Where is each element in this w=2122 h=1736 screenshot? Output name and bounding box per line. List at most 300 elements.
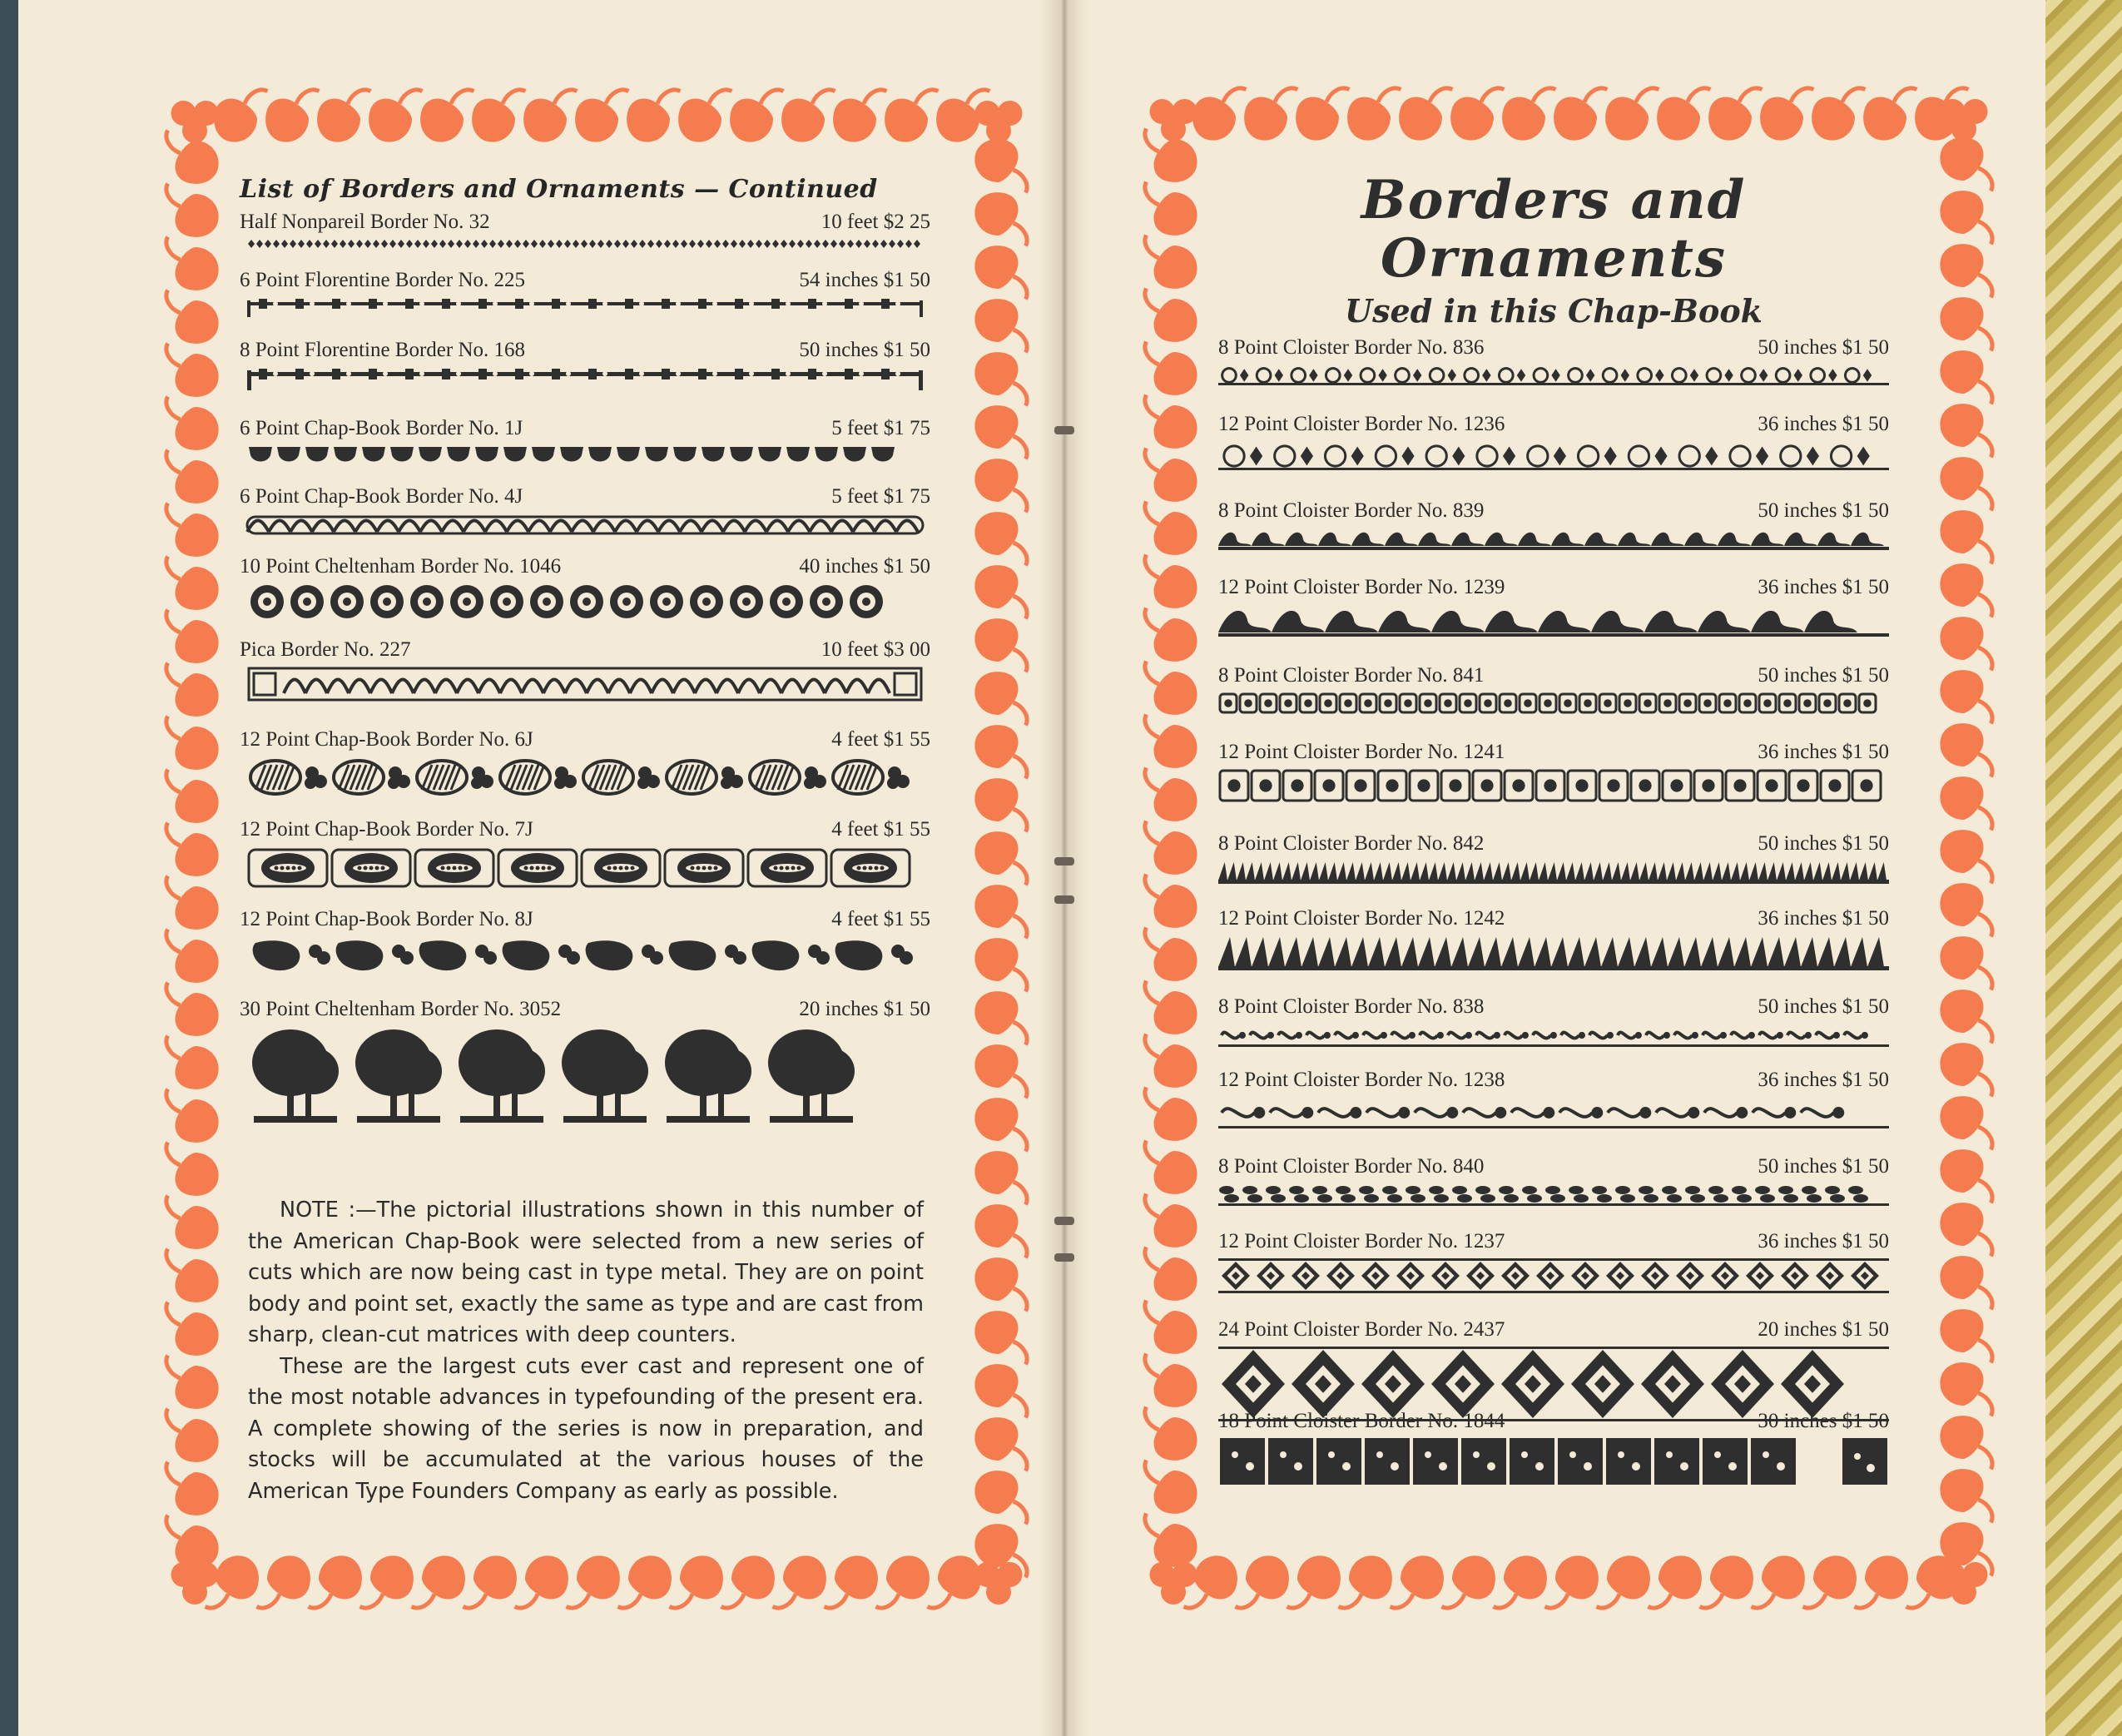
border-price: 10 feet $3 00 <box>821 638 930 661</box>
border-entry <box>240 998 930 1124</box>
border-name: 12 Point Cloister Border No. 1239 <box>1218 575 1505 598</box>
paisley-ornament <box>1863 88 1916 141</box>
paisley-ornament <box>974 991 1027 1044</box>
paisley-ornament <box>1708 88 1762 141</box>
binding-stitch <box>1054 857 1074 866</box>
border-price: 4 feet $1 55 <box>831 818 930 841</box>
paisley-ornament <box>974 672 1027 725</box>
border-entry-row <box>240 269 930 292</box>
paisley-ornament <box>166 1143 219 1196</box>
paisley-ornament <box>1940 883 1992 936</box>
paisley-ornament <box>1442 1555 1495 1608</box>
border-entry-row <box>1218 741 1889 764</box>
border-price: 50 inches $1 50 <box>1758 994 1889 1018</box>
border-entry-row <box>1218 832 1889 856</box>
paisley-ornament <box>1236 1555 1289 1608</box>
paisley-ornament <box>575 90 628 142</box>
paisley-ornament <box>974 192 1027 246</box>
paisley-ornament <box>1940 1309 1992 1362</box>
paisley-ornament <box>166 1036 219 1089</box>
paisley-ornament <box>974 512 1027 565</box>
border-price: 50 inches $1 50 <box>1758 498 1889 522</box>
right-page <box>1073 0 2045 1736</box>
border-price: 5 feet $1 75 <box>831 417 930 439</box>
border-name: 12 Point Cloister Border No. 1241 <box>1218 740 1505 763</box>
border-price: 50 inches $1 50 <box>1758 663 1889 687</box>
border-price: 50 inches $1 50 <box>1758 335 1889 359</box>
border-name: 12 Point Cloister Border No. 1237 <box>1218 1229 1505 1252</box>
paisley-ornament <box>974 938 1027 991</box>
paisley-ornament <box>1940 1362 1992 1416</box>
border-price: 20 inches $1 50 <box>1758 1317 1889 1341</box>
border-entry <box>1218 1155 1889 1207</box>
paisley-ornament <box>1145 1034 1197 1088</box>
paisley-ornament <box>1145 395 1197 449</box>
paisley-ornament <box>1940 830 1992 883</box>
paisley-ornament <box>1192 88 1246 141</box>
paisley-ornament <box>1940 563 1992 617</box>
border-entry <box>240 417 930 464</box>
paisley-ornament <box>974 778 1027 831</box>
paisley-ornament <box>317 90 370 142</box>
paisley-ornament <box>515 1555 568 1608</box>
border-price: 20 inches $1 50 <box>799 998 930 1020</box>
paisley-ornament <box>1940 776 1992 830</box>
border-price: 40 inches $1 50 <box>799 555 930 578</box>
paisley-ornament <box>1803 1555 1857 1608</box>
border-entry <box>1218 907 1889 970</box>
paisley-ornament <box>1940 617 1992 670</box>
border-price: 50 inches $1 50 <box>799 339 930 361</box>
paisley-ornament <box>1145 1088 1197 1141</box>
paisley-ornament <box>166 1196 219 1249</box>
paisley-ornament <box>166 557 219 610</box>
border-name: 6 Point Chap-Book Border No. 1J <box>240 417 523 439</box>
border-entry <box>1218 1230 1889 1293</box>
paisley-ornament <box>1145 1407 1197 1461</box>
border-entry <box>240 269 930 317</box>
paisley-ornament <box>974 246 1027 299</box>
paisley-ornament <box>1940 1256 1992 1309</box>
paisley-ornament <box>974 1471 1027 1524</box>
paisley-ornament <box>1145 608 1197 662</box>
border-price: 4 feet $1 55 <box>831 728 930 751</box>
paisley-ornament <box>1649 1555 1702 1608</box>
paisley-ornament <box>627 90 680 142</box>
border-entry-row <box>240 998 930 1021</box>
border-entry <box>1218 664 1889 714</box>
paisley-ornament <box>1940 723 1992 776</box>
paisley-ornament <box>265 90 319 142</box>
paisley-ornament <box>166 397 219 450</box>
paisley-ornament <box>974 459 1027 512</box>
border-name: 6 Point Florentine Border No. 225 <box>240 269 526 291</box>
paisley-ornament <box>974 885 1027 938</box>
paisley-ornament <box>1145 449 1197 502</box>
border-sample <box>240 583 930 620</box>
border-name: 10 Point Cheltenham Border No. 1046 <box>240 555 562 578</box>
paisley-ornament <box>166 823 219 876</box>
paisley-ornament <box>166 344 219 397</box>
border-sample <box>1218 861 1889 884</box>
right-page-content <box>1218 171 1889 1520</box>
paisley-ornament <box>1657 88 1710 141</box>
paisley-ornament <box>1145 928 1197 981</box>
border-name: Half Nonpareil Border No. 32 <box>240 211 490 233</box>
paisley-ornament <box>974 299 1027 352</box>
border-price: 36 inches $1 50 <box>1758 412 1889 435</box>
border-sample <box>1218 769 1889 802</box>
left-page <box>18 0 1042 1736</box>
border-name: 12 Point Chap-Book Border No. 7J <box>240 818 533 841</box>
clover-ornament <box>171 101 219 143</box>
paisley-ornament <box>1145 662 1197 715</box>
border-entry <box>1218 741 1889 802</box>
border-sample <box>240 297 930 317</box>
border-entry <box>1218 1318 1889 1421</box>
border-sample <box>1218 528 1889 551</box>
binding-stitch <box>1054 1253 1074 1262</box>
paisley-ornament <box>1145 555 1197 608</box>
paisley-ornament <box>1940 457 1992 510</box>
border-sample <box>1218 441 1889 471</box>
binding-stitch <box>1054 1217 1074 1225</box>
paisley-ornament <box>214 90 267 142</box>
page-title: Borders and Ornaments <box>1361 169 1747 290</box>
paisley-ornament <box>369 90 422 142</box>
paisley-ornament <box>1545 1555 1599 1608</box>
paisley-ornament <box>1940 1096 1992 1149</box>
paisley-ornament <box>1145 1461 1197 1514</box>
paisley-ornament <box>1145 502 1197 555</box>
border-entry-row <box>240 417 930 440</box>
paisley-ornament <box>1145 715 1197 768</box>
border-sample <box>240 367 930 390</box>
border-sample <box>1218 692 1889 714</box>
paisley-ornament <box>1391 1555 1444 1608</box>
paisley-ornament <box>670 1555 723 1608</box>
paisley-ornament <box>166 876 219 930</box>
paisley-ornament <box>412 1555 465 1608</box>
border-name: 8 Point Cloister Border No. 840 <box>1218 1154 1485 1178</box>
paisley-ornament <box>1760 88 1813 141</box>
paisley-ornament <box>309 1555 362 1608</box>
paisley-ornament <box>1145 1301 1197 1354</box>
paisley-ornament <box>1940 297 1992 350</box>
border-entry <box>1218 576 1889 637</box>
border-entry-row <box>1218 664 1889 687</box>
paisley-ornament <box>166 1515 219 1569</box>
border-entry-row <box>1218 1155 1889 1178</box>
paisley-ornament <box>166 450 219 503</box>
border-entry-row <box>1218 1410 1889 1433</box>
border-entry-row <box>1218 1318 1889 1342</box>
paisley-ornament <box>1145 289 1197 342</box>
border-entry <box>1218 1410 1889 1488</box>
paisley-ornament <box>974 1364 1027 1417</box>
paisley-ornament <box>974 725 1027 778</box>
paisley-ornament <box>974 618 1027 672</box>
page-heading: List of Borders and Ornaments — Continued <box>240 175 878 204</box>
border-price: 54 inches $1 50 <box>799 269 930 291</box>
paisley-ornament <box>1597 1555 1650 1608</box>
border-entry-row <box>1218 336 1889 360</box>
border-entry <box>240 818 930 890</box>
paisley-ornament <box>1940 510 1992 563</box>
paisley-ornament <box>974 1204 1027 1257</box>
note-paragraph: NOTE :—The pictorial illustrations shown in this number of the American Chap-Book were selected from a new series of cuts which are now being cast in type metal. They are on point body and point set, exactly the same as type and are cast from sharp, clean-cut matrices with deep counters. <box>248 1198 924 1347</box>
paisley-ornament <box>1940 990 1992 1043</box>
paisley-ornament <box>974 1044 1027 1098</box>
clover-ornament <box>1150 99 1197 141</box>
border-sample <box>1218 604 1889 637</box>
paisley-ornament <box>166 237 219 290</box>
border-entry-row <box>1218 1069 1889 1092</box>
paisley-ornament <box>1145 182 1197 236</box>
paisley-ornament <box>1145 821 1197 875</box>
paisley-ornament <box>833 90 886 142</box>
note-paragraph: These are the largest cuts ever cast and represent one of the most notable advances in typefounding of the present era. A complete showing of the series is now in preparation, and stocks will be accumulated at the various houses of the American Type Founders Company as early as possible. <box>248 1353 924 1504</box>
border-entry-row <box>1218 995 1889 1019</box>
border-name: 12 Point Chap-Book Border No. 6J <box>240 728 533 751</box>
paisley-ornament <box>974 1311 1027 1364</box>
border-sample <box>1218 1183 1889 1207</box>
paisley-ornament <box>974 405 1027 459</box>
border-entry <box>240 211 930 249</box>
border-sample <box>1218 1097 1889 1128</box>
border-entry <box>240 555 930 620</box>
border-name: 8 Point Cloister Border No. 838 <box>1218 994 1485 1018</box>
paisley-ornament <box>1145 768 1197 821</box>
paisley-ornament <box>464 1555 517 1608</box>
border-price: 36 inches $1 50 <box>1758 575 1889 598</box>
border-sample <box>240 846 930 890</box>
paisley-ornament <box>781 90 835 142</box>
border-price: 50 inches $1 50 <box>1758 831 1889 855</box>
border-sample <box>1218 1258 1889 1293</box>
border-sample <box>1218 1024 1889 1047</box>
paisley-ornament <box>1940 936 1992 990</box>
border-entry-row <box>1218 576 1889 599</box>
paisley-ornament <box>1244 88 1297 141</box>
paisley-ornament <box>1855 1555 1908 1608</box>
border-entry-row <box>240 728 930 751</box>
border-entry-row <box>240 555 930 578</box>
paisley-ornament <box>678 90 731 142</box>
border-entry-row <box>1218 413 1889 436</box>
paisley-ornament <box>1554 88 1607 141</box>
paisley-ornament <box>1940 404 1992 457</box>
border-price: 36 inches $1 50 <box>1758 906 1889 930</box>
paisley-ornament <box>974 139 1027 192</box>
paisley-ornament <box>567 1555 620 1608</box>
paisley-ornament <box>1700 1555 1753 1608</box>
paisley-ornament <box>166 1249 219 1302</box>
paisley-ornament <box>825 1555 878 1608</box>
border-entry-row <box>240 638 930 662</box>
border-entry <box>240 339 930 390</box>
border-name: 8 Point Cloister Border No. 836 <box>1218 335 1485 359</box>
border-sample <box>240 239 930 249</box>
paisley-ornament <box>1940 244 1992 297</box>
border-name: 12 Point Cloister Border No. 1238 <box>1218 1068 1505 1091</box>
paisley-ornament <box>166 290 219 344</box>
border-entry-row <box>1218 1230 1889 1253</box>
book-spread <box>18 0 2045 1736</box>
paisley-ornament <box>166 1089 219 1143</box>
border-entry <box>1218 1069 1889 1128</box>
paisley-ornament <box>166 663 219 717</box>
paisley-ornament <box>885 90 938 142</box>
paisley-ornament <box>974 1151 1027 1204</box>
border-sample <box>240 513 930 537</box>
border-entry <box>240 485 930 537</box>
clover-ornament <box>975 101 1023 143</box>
border-entry <box>1218 995 1889 1047</box>
paisley-ornament <box>1605 88 1658 141</box>
paisley-ornament <box>876 1555 930 1608</box>
border-price: 36 inches $1 50 <box>1758 740 1889 763</box>
border-entry-row <box>240 211 930 234</box>
paisley-ornament <box>166 610 219 663</box>
paisley-ornament <box>1145 1247 1197 1301</box>
border-entry-row <box>1218 907 1889 930</box>
border-price: 30 inches $1 50 <box>1758 1409 1889 1432</box>
border-entry-row <box>1218 499 1889 523</box>
border-name: 30 Point Cheltenham Border No. 3052 <box>240 998 562 1020</box>
border-name: 12 Point Chap-Book Border No. 8J <box>240 908 533 930</box>
border-entry <box>240 728 930 798</box>
paisley-ornament <box>1287 1555 1341 1608</box>
paisley-ornament <box>974 352 1027 405</box>
paisley-ornament <box>1940 350 1992 404</box>
paisley-ornament <box>1502 88 1555 141</box>
paisley-ornament <box>928 1555 981 1608</box>
border-entry <box>1218 413 1889 471</box>
paisley-ornament <box>1940 670 1992 723</box>
border-price: 36 inches $1 50 <box>1758 1068 1889 1091</box>
border-price: 5 feet $1 75 <box>831 485 930 508</box>
paisley-ornament <box>1339 1555 1392 1608</box>
border-sample <box>240 445 930 464</box>
paisley-ornament <box>1399 88 1452 141</box>
border-entry-row <box>240 339 930 362</box>
border-sample <box>1218 1438 1889 1488</box>
border-name: 8 Point Cloister Border No. 841 <box>1218 663 1485 687</box>
paisley-ornament <box>618 1555 672 1608</box>
paisley-ornament <box>1812 88 1865 141</box>
clover-ornament <box>975 1562 1023 1605</box>
paisley-ornament <box>1940 137 1992 191</box>
border-sample <box>240 756 930 798</box>
border-entry <box>1218 832 1889 884</box>
paisley-ornament <box>166 1302 219 1356</box>
border-entry <box>240 638 930 702</box>
paisley-ornament <box>166 930 219 983</box>
paisley-ornament <box>721 1555 775 1608</box>
border-price: 4 feet $1 55 <box>831 908 930 930</box>
border-sample <box>240 936 930 973</box>
paisley-ornament <box>1450 88 1504 141</box>
paisley-ornament <box>166 184 219 237</box>
paisley-ornament <box>1940 1149 1992 1203</box>
border-entry-row <box>240 908 930 931</box>
paisley-ornament <box>1145 1194 1197 1247</box>
border-name: 18 Point Cloister Border No. 1844 <box>1218 1409 1505 1432</box>
paisley-ornament <box>1347 88 1401 141</box>
paisley-ornament <box>1494 1555 1547 1608</box>
paisley-ornament <box>472 90 525 142</box>
paisley-ornament <box>730 90 783 142</box>
border-sample <box>240 667 930 702</box>
paisley-ornament <box>974 1257 1027 1311</box>
paisley-ornament <box>974 565 1027 618</box>
paisley-ornament <box>1940 1203 1992 1256</box>
binding-stitch <box>1054 895 1074 904</box>
border-entry-row <box>240 818 930 841</box>
paisley-ornament <box>257 1555 310 1608</box>
paisley-ornament <box>1940 1043 1992 1096</box>
paisley-ornament <box>166 1462 219 1515</box>
paisley-ornament <box>974 831 1027 885</box>
border-sample <box>1218 365 1889 386</box>
paisley-ornament <box>166 983 219 1036</box>
paisley-ornament <box>974 1098 1027 1151</box>
page-subtitle: Used in this Chap-Book <box>1344 291 1763 330</box>
clover-ornament <box>1150 1562 1197 1605</box>
paisley-ornament <box>974 1417 1027 1471</box>
paisley-ornament <box>1145 342 1197 395</box>
border-name: Pica Border No. 227 <box>240 638 411 661</box>
border-name: 12 Point Cloister Border No. 1242 <box>1218 906 1505 930</box>
left-page-content <box>240 175 930 1540</box>
paisley-ornament <box>773 1555 826 1608</box>
border-name: 8 Point Florentine Border No. 168 <box>240 339 526 361</box>
binding-stitch <box>1054 426 1074 434</box>
border-name: 12 Point Cloister Border No. 1236 <box>1218 412 1505 435</box>
border-name: 24 Point Cloister Border No. 2437 <box>1218 1317 1505 1341</box>
border-name: 8 Point Cloister Border No. 839 <box>1218 498 1485 522</box>
paisley-ornament <box>523 90 577 142</box>
paisley-ornament <box>1940 1469 1992 1522</box>
border-name: 6 Point Chap-Book Border No. 4J <box>240 485 523 508</box>
paisley-ornament <box>166 1356 219 1409</box>
paisley-ornament <box>1145 1514 1197 1567</box>
paisley-ornament <box>166 503 219 557</box>
paisley-ornament <box>1906 1555 1960 1608</box>
border-entry <box>1218 336 1889 386</box>
paisley-ornament <box>360 1555 414 1608</box>
paisley-ornament <box>1145 1354 1197 1407</box>
border-entry <box>240 908 930 973</box>
border-sample <box>1218 935 1889 970</box>
border-sample <box>240 1026 930 1124</box>
border-price: 10 feet $2 25 <box>821 211 930 233</box>
paisley-ornament <box>166 717 219 770</box>
paisley-ornament <box>1752 1555 1805 1608</box>
paisley-ornament <box>1145 236 1197 289</box>
paisley-ornament <box>1145 875 1197 928</box>
paisley-ornament <box>166 1409 219 1462</box>
border-price: 50 inches $1 50 <box>1758 1154 1889 1178</box>
border-price: 36 inches $1 50 <box>1758 1229 1889 1252</box>
paisley-ornament <box>1296 88 1349 141</box>
paisley-ornament <box>1940 1416 1992 1469</box>
border-entry-row <box>240 485 930 508</box>
paisley-ornament <box>1145 981 1197 1034</box>
border-entry <box>1218 499 1889 551</box>
paisley-ornament <box>420 90 473 142</box>
